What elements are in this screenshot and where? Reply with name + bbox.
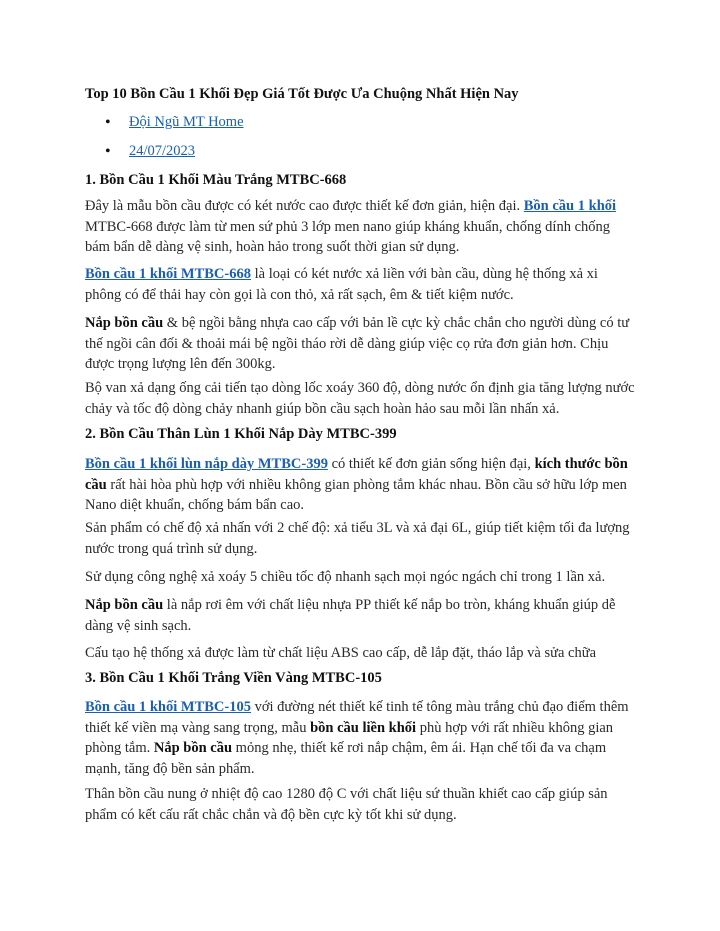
section-heading-3: 3. Bồn Cầu 1 Khối Trắng Viền Vàng MTBC-105 — [85, 670, 382, 686]
paragraph: Bộ van xả dạng ống cải tiến tạo dòng lốc xoáy 360 độ, dòng nước ổn định gia tăng lượng nước chảy và tốc độ dòng chảy nhanh giúp bồn cầu sạch hoàn hảo sau mỗi lần nhấn xả. — [85, 380, 635, 417]
text: & bệ ngồi bằng nhựa cao cấp với bản lề cực kỳ chắc chắn cho người dùng có tư thế ngồi cân đối & thoải mái bệ ngồi tháo rời dễ dàng giúp việc cọ rửa đơn giản hơn. Chịu được trọng lượng lên đến 300kg. — [85, 315, 630, 372]
product-link[interactable]: Bồn cầu 1 khối MTBC-105 — [85, 699, 251, 715]
text: rất hài hòa phù hợp với nhiều không gian phòng tắm khác nhau. Bồn cầu sở hữu lớp men Nano diệt khuẩn, chống bám bẩn cao. — [85, 476, 627, 513]
text: Đây là mẫu bồn cầu được có két nước cao được thiết kế đơn giản, hiện đại. — [85, 198, 524, 214]
text: mỏng nhẹ, thiết kế rơi nắp chậm, êm ái. Hạn chế tối đa va chạm mạnh, tăng độ bền sản phẩm. — [85, 740, 607, 777]
bold-text: bồn cầu liền khối — [310, 719, 417, 736]
text: với đường nét thiết kế tinh tế tông màu trắng chủ đạo điểm thêm thiết kế viền mạ vàng sang trọng, mẫu — [85, 699, 629, 736]
text: có thiết kế đơn giản sống hiện đại, — [327, 456, 535, 472]
paragraph — [85, 313, 635, 375]
product-link[interactable]: Bồn cầu 1 khối — [523, 198, 617, 214]
text: là loại có két nước xả liền với bàn cầu, dùng hệ thống xả xi phông có để thải hay còn gọi là con thỏ, xả rất sạch, êm & tiết kiệm nước. — [85, 266, 598, 303]
bullet-icon: • — [105, 143, 111, 160]
bullet-icon: • — [105, 114, 111, 131]
author-link[interactable]: Đội Ngũ MT Home — [129, 114, 244, 130]
bold-text: kích thước bồn cầu — [85, 456, 628, 493]
section-heading-2: 2. Bồn Cầu Thân Lùn 1 Khối Nắp Dày MTBC-399 — [85, 426, 397, 442]
paragraph — [85, 454, 635, 516]
paragraph: Thân bồn cầu nung ở nhiệt độ cao 1280 độ C với chất liệu sứ thuần khiết cao cấp giúp sản phẩm có kết cấu rất chắc chắn và độ bền cực kỳ tốt khi sử dụng. — [85, 786, 608, 823]
paragraph — [85, 697, 635, 779]
bold-text: Nắp bồn cầu — [85, 597, 164, 613]
paragraph — [85, 595, 635, 636]
paragraph: Sử dụng công nghệ xả xoáy 5 chiều tốc độ nhanh sạch mọi ngóc ngách chỉ trong 1 lần xả. — [85, 569, 606, 585]
date-link[interactable]: 24/07/2023 — [129, 143, 196, 159]
product-link[interactable]: Bồn cầu 1 khối MTBC-668 — [85, 266, 251, 282]
product-link[interactable]: Bồn cầu 1 khối lùn nắp dày MTBC-399 — [85, 456, 328, 472]
text: phù hợp với rất nhiều không gian phòng tắm. — [85, 719, 614, 756]
paragraph — [85, 264, 635, 305]
bold-text: Nắp bồn cầu — [153, 740, 233, 756]
paragraph: Sản phẩm có chế độ xả nhấn với 2 chế độ: xả tiểu 3L và xả đại 6L, giúp tiết kiệm tối đa lượng nước trong quá trình sử dụng. — [85, 520, 630, 557]
paragraph: Cấu tạo hệ thống xả được làm từ chất liệu ABS cao cấp, dễ lắp đặt, tháo lắp và sửa chữa — [85, 645, 597, 661]
paragraph — [85, 196, 635, 258]
section-heading-1: 1. Bồn Cầu 1 Khối Màu Trắng MTBC-668 — [85, 172, 347, 188]
page-title: Top 10 Bồn Cầu 1 Khối Đẹp Giá Tốt Được Ưa Chuộng Nhất Hiện Nay — [85, 86, 519, 102]
text: MTBC-668 được làm từ men sứ phủ 3 lớp men nano giúp kháng khuẩn, chống dính chống bám bẩn dễ dàng vệ sinh, hoàn hảo trong suốt thời gian sử dụng. — [85, 218, 611, 255]
bold-text: Nắp bồn cầu — [85, 315, 164, 331]
text: là nắp rơi êm với chất liệu nhựa PP thiết kế nắp bo tròn, kháng khuẩn giúp dễ dàng vệ sinh sạch. — [85, 597, 616, 634]
